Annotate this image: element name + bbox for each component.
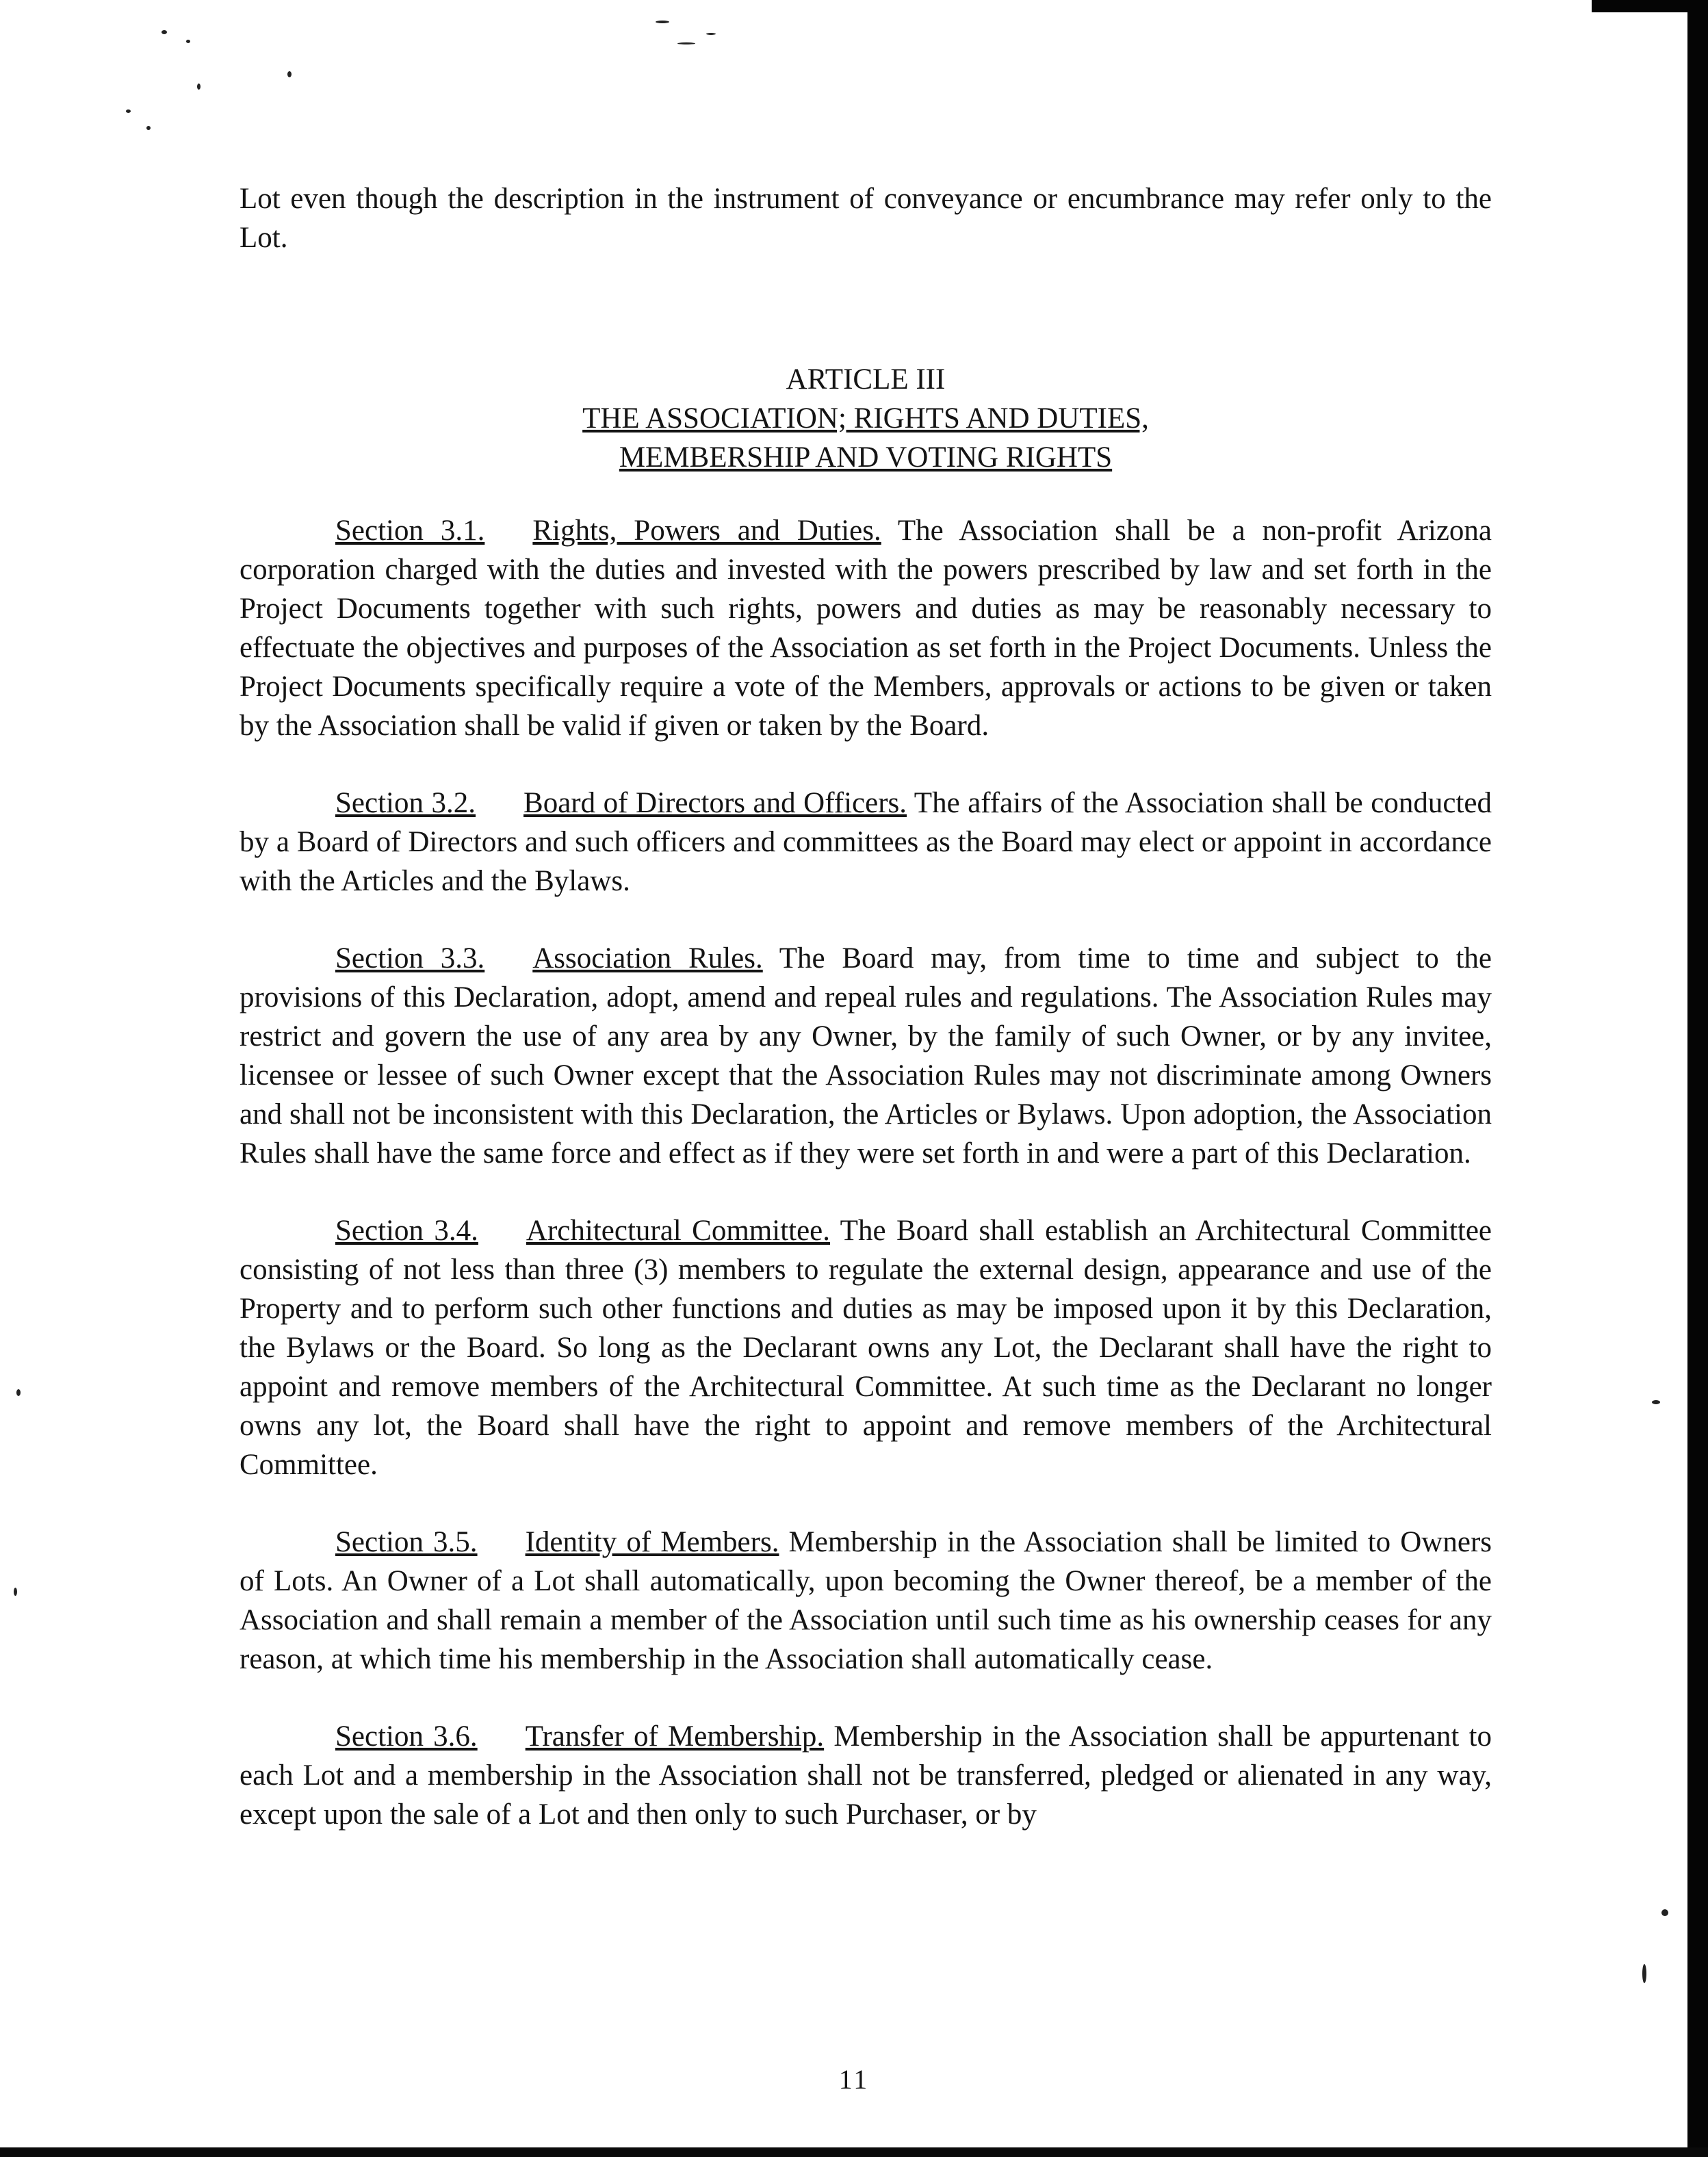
section-body: The affairs of the Association shall be conducted by a Board of Directors and such officers and committees as the Board may elect or appoint in accordance with the Articles and the Bylaws. [240, 787, 1492, 897]
scan-speck [287, 71, 292, 77]
carryover-paragraph: Lot even though the description in the instrument of conveyance or encumbrance may refer only to the Lot. [240, 183, 1492, 254]
section-number: Section 3.5. [335, 1526, 478, 1558]
scan-speck [1661, 1909, 1668, 1916]
section-title: Architectural Committee. [526, 1215, 831, 1247]
article-number: ARTICLE III [786, 363, 946, 396]
scan-speck [706, 33, 716, 35]
scan-speck [16, 1389, 21, 1396]
section-number: Section 3.1. [335, 515, 485, 547]
section-title: Association Rules. [532, 942, 763, 974]
section-3-3 [240, 939, 1492, 1173]
article-title-line2: MEMBERSHIP AND VOTING RIGHTS [619, 441, 1113, 474]
section-3-4 [240, 1211, 1492, 1484]
scan-speck [161, 30, 167, 34]
section-body: Membership in the Association shall be limited to Owners of Lots. An Owner of a Lot shall automatically, upon becoming the Owner thereof, be a member of the Association and shall remain a member of the Association until such time as his ownership ceases for any reason, at which time his membership in the Association shall automatically cease. [240, 1526, 1492, 1675]
section-title: Board of Directors and Officers. [523, 787, 907, 819]
section-3-2 [240, 784, 1492, 901]
scan-speck [146, 126, 151, 130]
scan-edge-top-right [1592, 0, 1708, 12]
article-title-line1: THE ASSOCIATION; RIGHTS AND DUTIES, [582, 402, 1149, 435]
section-body: Membership in the Association shall be appurtenant to each Lot and a membership in the Association shall not be transferred, pledged or alienated in any way, except upon the sale of a Lot and then only to such Purchaser, or by [240, 1720, 1492, 1831]
scan-edge-right [1687, 0, 1708, 2157]
scan-speck [677, 42, 695, 44]
section-body: The Board may, from time to time and subject to the provisions of this Declaration, adopt, amend and repeal rules and regulations. The Association Rules may restrict and govern the use of any area by any Owner, by the family of such Owner, or by any invitee, licensee or lessee of such Owner except that the Association Rules may not discriminate among Owners and shall not be inconsistent with this Declaration, the Articles or Bylaws. Upon adoption, the Association Rules shall have the same force and effect as if they were set forth in and were a part of this Declaration. [240, 942, 1492, 1170]
section-body: The Board shall establish an Architectural Committee consisting of not less than three (3) members to regulate the external design, appearance and use of the Property and to perform such other functions and duties as may be imposed upon it by this Declaration, the Bylaws or the Board. So long as the Declarant owns any Lot, the Declarant shall have the right to appoint and remove members of the Architectural Committee. At such time as the Declarant no longer owns any lot, the Board shall have the right to appoint and remove members of the Architectural Committee. [240, 1215, 1492, 1481]
section-title: Rights, Powers and Duties. [532, 515, 881, 547]
scan-edge-bottom [0, 2147, 1708, 2157]
scan-speck [197, 83, 200, 90]
scan-speck [1652, 1400, 1660, 1404]
section-3-1 [240, 511, 1492, 745]
scan-speck [1642, 1964, 1646, 1983]
section-number: Section 3.2. [335, 787, 476, 819]
section-title: Transfer of Membership. [525, 1720, 825, 1753]
scan-speck [14, 1588, 17, 1596]
section-title: Identity of Members. [525, 1526, 779, 1558]
section-3-6 [240, 1717, 1492, 1834]
page-number: 11 [838, 2064, 870, 2095]
scan-speck [126, 109, 131, 113]
section-number: Section 3.6. [335, 1720, 478, 1753]
section-3-5 [240, 1523, 1492, 1679]
section-number: Section 3.3. [335, 942, 485, 974]
section-body: The Association shall be a non-profit Arizona corporation charged with the duties and invested with the powers prescribed by law and set forth in the Project Documents together with such rights, powers and duties as may be reasonably necessary to effectuate the objectives and purposes of the Association as set forth in the Project Documents. Unless the Project Documents specifically require a vote of the Members, approvals or actions to be given or taken by the Association shall be valid if given or taken by the Board. [240, 515, 1492, 742]
scan-speck [656, 21, 669, 23]
article-heading [240, 360, 1492, 477]
section-number: Section 3.4. [335, 1215, 478, 1247]
scan-speck [186, 40, 190, 43]
document-page [240, 179, 1492, 1872]
